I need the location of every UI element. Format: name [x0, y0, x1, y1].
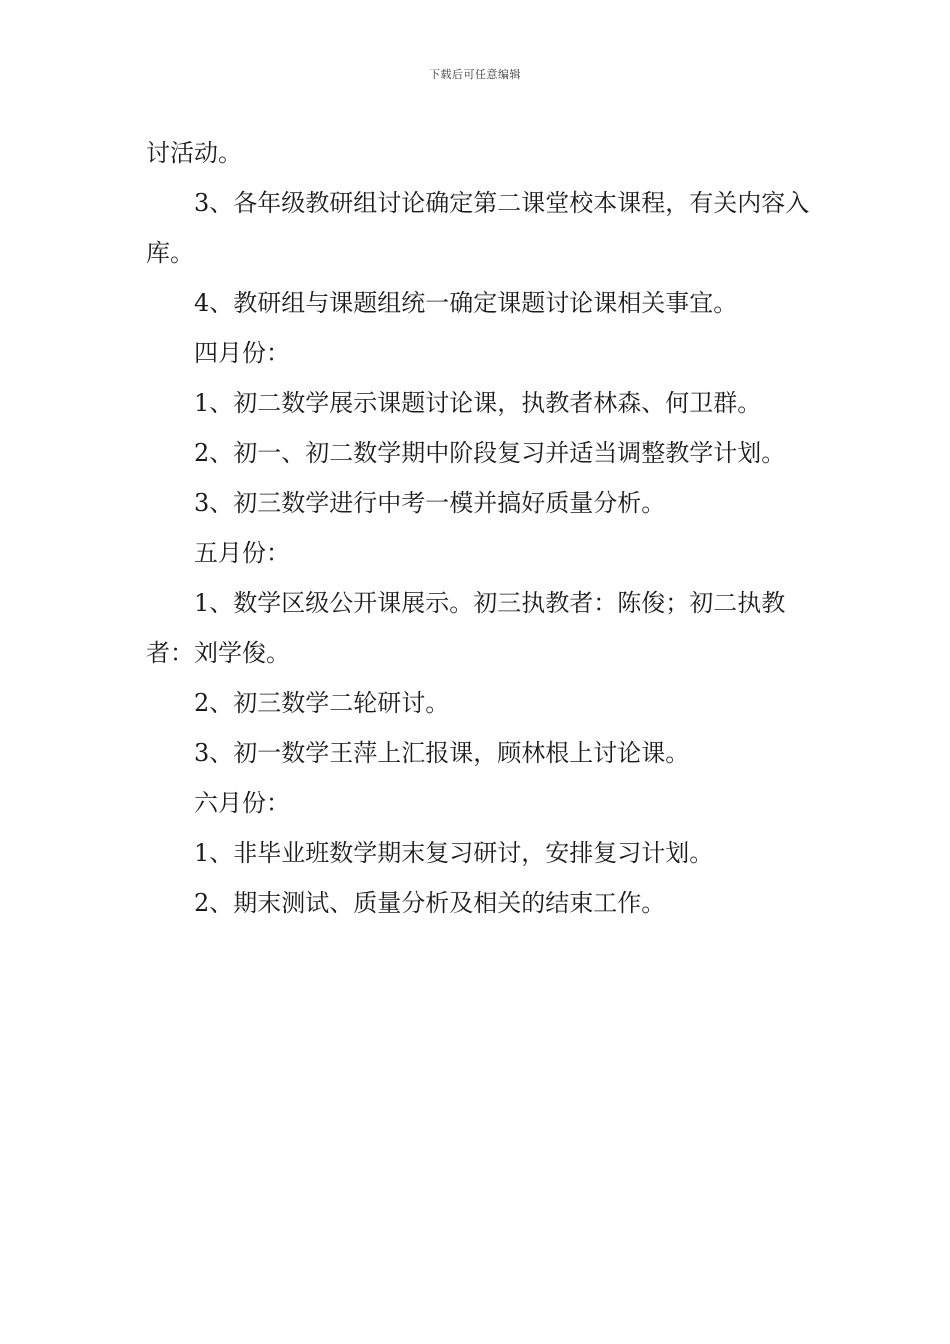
section-heading-april: 四月份： [194, 339, 290, 367]
paragraph: 3、初三数学进行中考一模并搞好质量分析。 [194, 489, 666, 517]
section-heading-june: 六月份： [194, 789, 290, 817]
paragraph: 3、初一数学王萍上汇报课，顾林根上讨论课。 [194, 739, 690, 767]
page-header: 下载后可任意编辑 [429, 68, 521, 81]
paragraph: 3、各年级教研组讨论确定第二课堂校本课程，有关内容入库。 [146, 189, 810, 267]
paragraph: 2、期末测试、质量分析及相关的结束工作。 [194, 889, 666, 917]
document-body [146, 128, 814, 928]
paragraph: 1、初二数学展示课题讨论课，执教者林森、何卫群。 [194, 389, 762, 417]
paragraph: 1、数学区级公开课展示。初三执教者：陈俊；初二执教者：刘学俊。 [146, 589, 786, 667]
paragraph: 4、教研组与课题组统一确定课题讨论课相关事宜。 [194, 289, 738, 317]
paragraph: 2、初三数学二轮研讨。 [194, 689, 450, 717]
paragraph: 1、非毕业班数学期末复习研讨，安排复习计划。 [194, 839, 714, 867]
section-heading-may: 五月份： [194, 539, 290, 567]
paragraph: 讨活动。 [146, 139, 242, 167]
paragraph: 2、初一、初二数学期中阶段复习并适当调整教学计划。 [194, 439, 786, 467]
